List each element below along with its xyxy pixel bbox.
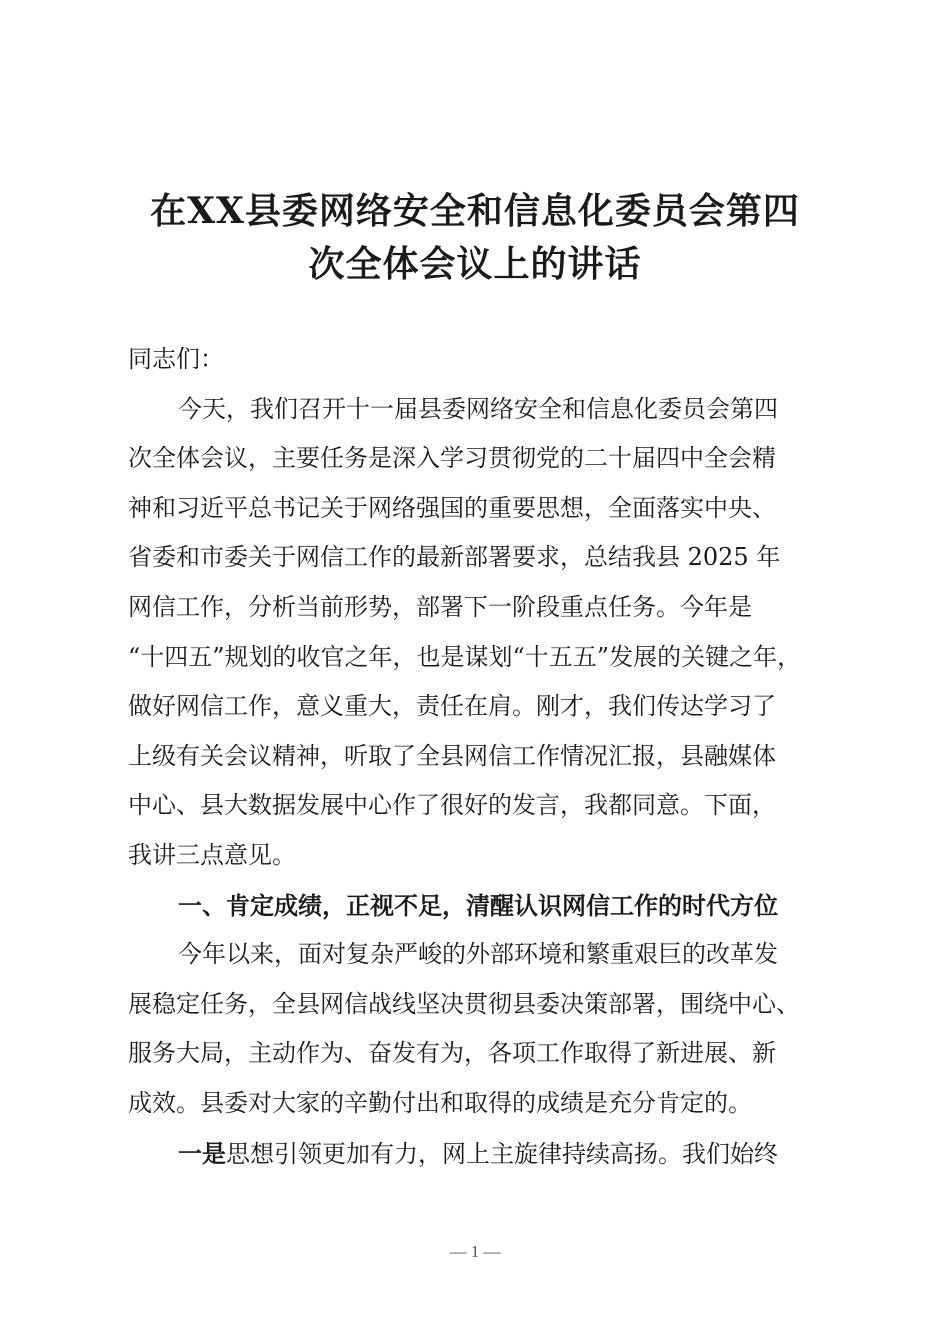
paragraph-line: 做好网信工作，意义重大，责任在肩。刚才，我们传达学习了 xyxy=(128,692,776,721)
point-1 xyxy=(128,1129,828,1179)
paragraph-line: 神和习近平总书记关于网络强国的重要思想，全面落实中央、 xyxy=(128,493,776,522)
paragraph-line: 省委和市委关于网信工作的最新部署要求，总结我县 2025 年 xyxy=(128,543,781,572)
paragraph-1 xyxy=(128,385,828,881)
title-line-1: 在XX县委网络安全和信息化委员会第四 xyxy=(150,190,800,232)
paragraph-line: 今年以来，面对复杂严峻的外部环境和繁重艰巨的改革发 xyxy=(178,940,778,969)
document-body xyxy=(128,335,828,1178)
paragraph-line: 成效。县委对大家的辛勤付出和取得的成绩是充分肯定的。 xyxy=(128,1088,752,1117)
paragraph-line: 我讲三点意见。 xyxy=(128,840,296,869)
salutation: 同志们： xyxy=(128,345,224,373)
paragraph-line: 中心、县大数据发展中心作了很好的发言，我都同意。下面， xyxy=(128,791,776,820)
point-1-text: 思想引领更加有力，网上主旋律持续高扬。我们始终 xyxy=(226,1139,778,1168)
paragraph-line: 上级有关会议精神，听取了全县网信工作情况汇报，县融媒体 xyxy=(128,741,776,770)
section-heading-1: 一、肯定成绩，正视不足，清醒认识网信工作的时代方位 xyxy=(178,890,778,920)
paragraph-line: 次全体会议，主要任务是深入学习贯彻党的二十届四中全会精 xyxy=(128,444,776,473)
paragraph-line: 网信工作，分析当前形势，部署下一阶段重点任务。今年是 xyxy=(128,592,752,621)
paragraph-line: 今天，我们召开十一届县委网络安全和信息化委员会第四 xyxy=(178,394,778,423)
document-title xyxy=(90,185,860,291)
title-line-2: 次全体会议上的讲话 xyxy=(308,243,642,285)
paragraph-line: 服务大局，主动作为、奋发有为，各项工作取得了新进展、新 xyxy=(128,1039,776,1068)
paragraph-line: “十四五”规划的收官之年，也是谋划“十五五”发展的关键之年， xyxy=(128,642,802,671)
paragraph-line: 展稳定任务，全县网信战线坚决贯彻县委决策部署，围绕中心、 xyxy=(128,989,800,1018)
page-number: — 1 — xyxy=(449,1242,501,1261)
paragraph-2 xyxy=(128,930,828,1128)
point-1-lead: 一是 xyxy=(178,1138,226,1168)
